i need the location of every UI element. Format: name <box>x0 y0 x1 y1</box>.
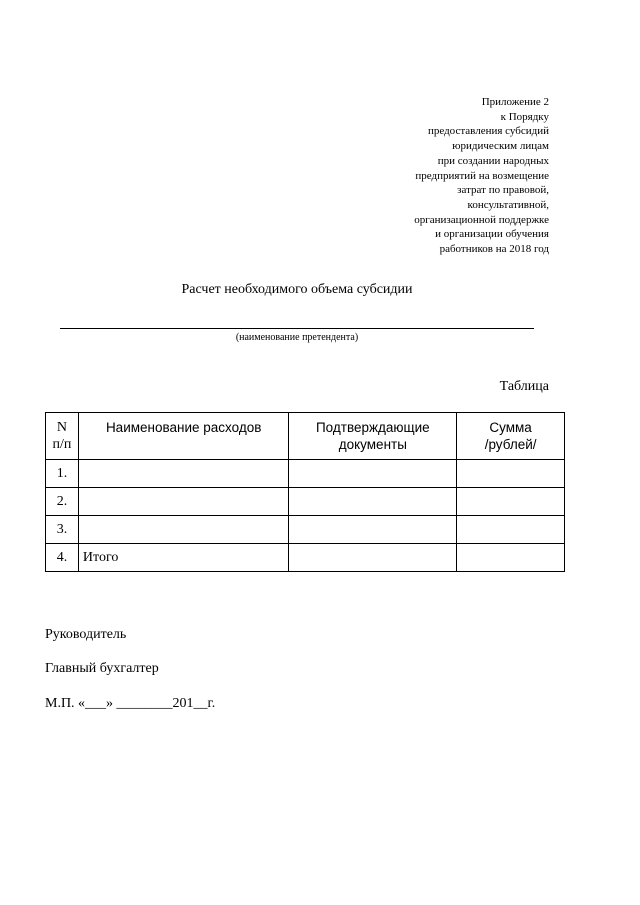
appendix-line: юридическим лицам <box>452 140 549 153</box>
table-row <box>46 516 565 544</box>
row-number: 3. <box>46 516 79 544</box>
appendix-line: затрат по правовой, <box>457 184 549 197</box>
row-sum[interactable] <box>457 488 565 516</box>
row-number: 1. <box>46 460 79 488</box>
header-expense-name: Наименование расходов <box>78 413 289 460</box>
row-documents[interactable] <box>289 460 457 488</box>
appendix-line: при создании народных <box>437 154 549 167</box>
table-row <box>46 488 565 516</box>
signature-accountant: Главный бухгалтер <box>45 661 159 676</box>
table-header-row <box>46 413 565 460</box>
stamp-date-line: М.П. «___» ________201__г. <box>45 696 216 711</box>
row-expense-name[interactable] <box>78 516 289 544</box>
row-documents[interactable] <box>289 516 457 544</box>
appendix-header <box>414 95 549 257</box>
signature-head: Руководитель <box>45 627 127 642</box>
appendix-line: Приложение 2 <box>481 96 549 108</box>
row-expense-name: Итого <box>78 544 289 572</box>
row-documents[interactable] <box>289 544 457 572</box>
header-num-line: N <box>56 420 68 435</box>
subsidy-table <box>45 412 565 572</box>
table-row <box>46 460 565 488</box>
row-number: 2. <box>46 488 79 516</box>
header-documents-line: документы <box>338 437 407 452</box>
row-documents[interactable] <box>289 488 457 516</box>
table-label: Таблица <box>499 379 549 394</box>
row-sum[interactable] <box>457 544 565 572</box>
appendix-line: и организации обучения <box>435 228 549 241</box>
table-row-total <box>46 544 565 572</box>
header-sum-line: Сумма <box>489 420 532 435</box>
header-documents <box>289 413 457 460</box>
row-sum[interactable] <box>457 516 565 544</box>
appendix-line: организационной поддержке <box>414 213 549 226</box>
applicant-name-caption: (наименование претендента) <box>235 332 359 343</box>
row-number: 4. <box>46 544 79 572</box>
appendix-line: предоставления субсидий <box>427 125 549 138</box>
header-documents-line: Подтверждающие <box>315 420 430 435</box>
appendix-line: консультативной, <box>467 198 549 211</box>
row-expense-name[interactable] <box>78 460 289 488</box>
appendix-line: предприятий на возмещение <box>415 169 549 182</box>
row-sum[interactable] <box>457 460 565 488</box>
document-title: Расчет необходимого объема субсидии <box>181 282 413 297</box>
header-num-line: п/п <box>52 437 72 452</box>
appendix-line: работников на 2018 год <box>439 243 549 256</box>
applicant-name-line <box>60 328 534 329</box>
row-expense-name[interactable] <box>78 488 289 516</box>
header-sum <box>457 413 565 460</box>
appendix-line: к Порядку <box>500 110 549 123</box>
header-sum-line: /рублей/ <box>484 437 537 452</box>
header-num <box>46 413 79 460</box>
